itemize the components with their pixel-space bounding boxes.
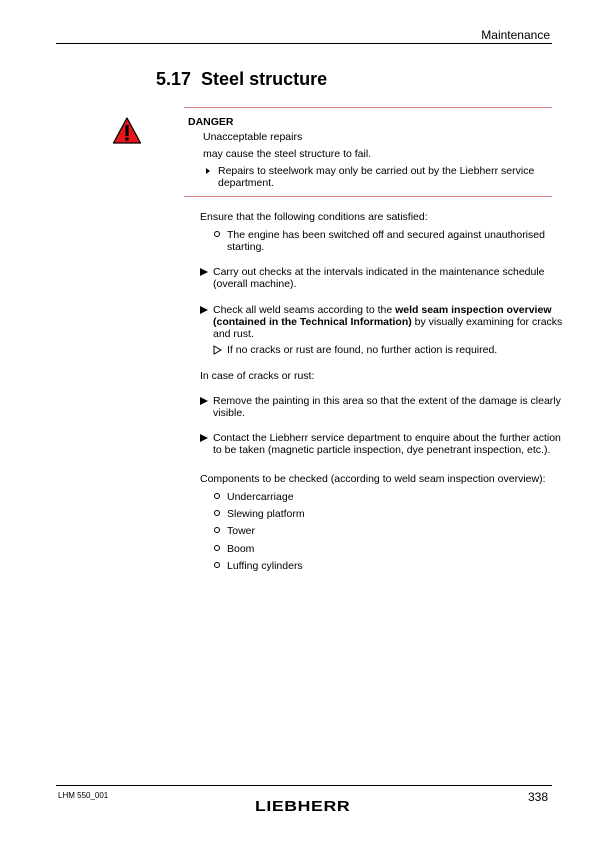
liebherr-logo: LIEBHERR (255, 798, 351, 815)
danger-label: DANGER (188, 116, 234, 128)
section-number: 5.17 (156, 69, 192, 89)
bullet-circle-icon (214, 493, 220, 499)
component-item: Boom (227, 543, 255, 555)
danger-bottom-rule (184, 196, 552, 197)
condition-item-1-cont: starting. (227, 241, 265, 253)
page-number: 338 (527, 790, 548, 804)
step-arrow-icon (200, 397, 208, 405)
condition-item-1: The engine has been switched off and secured against unauthorised (227, 229, 545, 241)
document-id: LHM 550_001 (58, 791, 109, 800)
bullet-circle-icon (214, 527, 220, 533)
section-heading (156, 69, 327, 90)
step-2-cont (213, 316, 562, 329)
step-arrow-icon (200, 434, 208, 442)
action-arrow-icon (206, 168, 210, 174)
bullet-circle-icon (214, 562, 220, 568)
danger-text-2: may cause the steel structure to fail. (203, 148, 372, 160)
step-arrow-icon (200, 306, 208, 314)
step-2-text: Check all weld seams according to the (213, 304, 396, 316)
cracks-step-2-cont: to be taken (magnetic particle inspection, dye penetrant inspection, etc.). (213, 444, 551, 456)
component-item: Luffing cylinders (227, 560, 303, 572)
components-intro: Components to be checked (according to weld seam inspection overview): (200, 473, 546, 485)
danger-action-1: Repairs to steelwork may only be carried out by the Liebherr service (218, 165, 535, 177)
danger-top-rule (184, 107, 552, 108)
cracks-step-1-cont: visible. (213, 407, 246, 419)
component-item: Slewing platform (227, 508, 305, 520)
step-1-cont: (overall machine). (213, 278, 297, 290)
step-2-text-post: by visually examining for cracks (411, 316, 563, 328)
bullet-circle-icon (214, 510, 220, 516)
step-1: Carry out checks at the intervals indicated in the maintenance schedule (213, 266, 545, 278)
component-item: Undercarriage (227, 491, 294, 503)
component-item: Tower (227, 525, 256, 537)
danger-text-1: Unacceptable repairs (203, 131, 303, 143)
bullet-circle-icon (214, 545, 220, 551)
cracks-step-1: Remove the painting in this area so that the extent of the damage is clearly (213, 395, 561, 407)
step-2-cont-2: and rust. (213, 328, 254, 340)
cracks-step-2: Contact the Liebherr service department to enquire about the further action (213, 432, 561, 444)
header-title: Maintenance (481, 28, 550, 42)
technical-information-ref: (contained in the Technical Information) (213, 316, 412, 328)
footer-rule (56, 785, 552, 786)
cracks-intro: In case of cracks or rust: (200, 370, 315, 382)
result-arrow-icon (213, 345, 222, 355)
step-2-result: If no cracks or rust are found, no further action is required. (227, 344, 498, 356)
step-arrow-icon (200, 268, 208, 276)
section-title: Steel structure (201, 69, 328, 89)
danger-action-2: department. (218, 177, 275, 189)
weld-seam-overview-ref: weld seam inspection overview (395, 304, 552, 316)
conditions-intro: Ensure that the following conditions are satisfied: (200, 211, 428, 223)
header-rule (56, 43, 552, 44)
bullet-circle-icon (214, 231, 220, 237)
warning-triangle-icon (112, 116, 142, 146)
